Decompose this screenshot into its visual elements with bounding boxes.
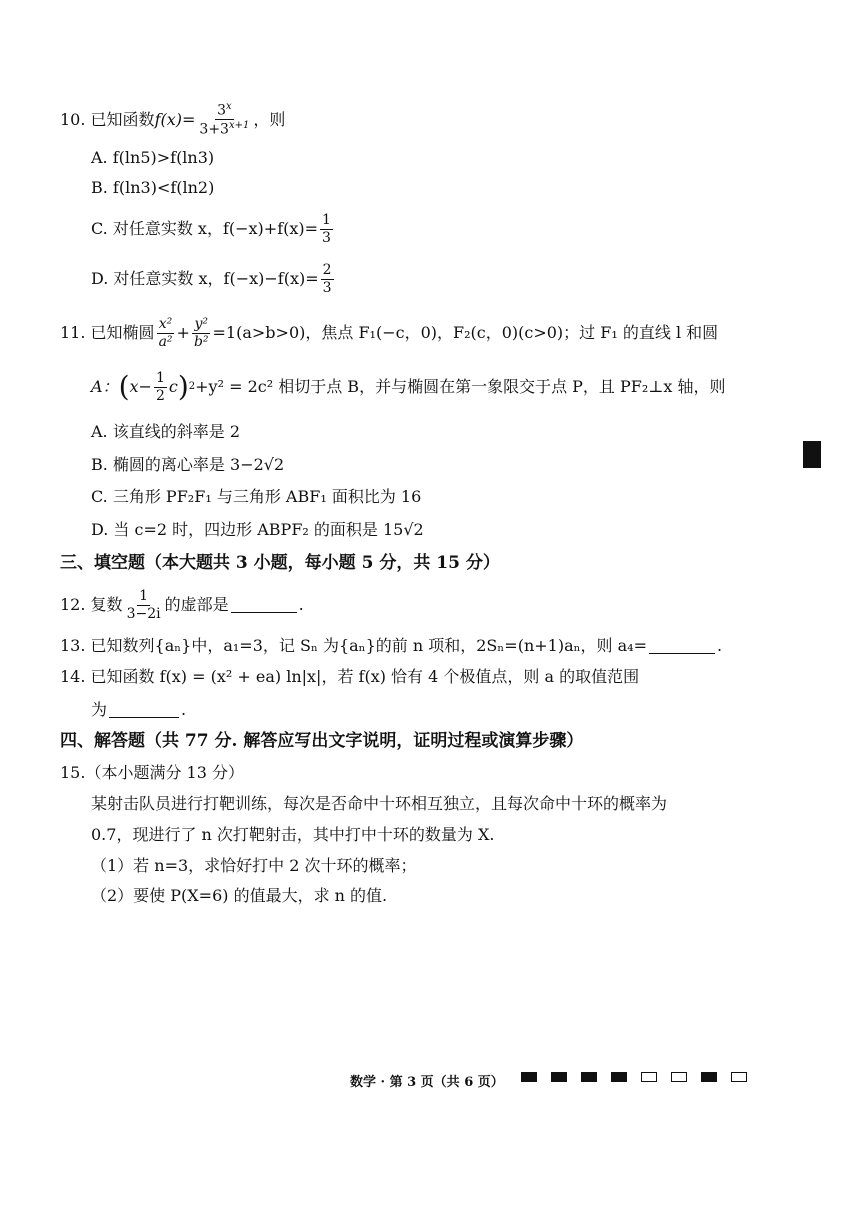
code-mark-2 [551, 1072, 567, 1082]
q11-circle-den: 2 [155, 387, 165, 404]
q11-ellipse-x-term [157, 317, 175, 349]
q10-option-c-text: C. 对任意实数 x，f(−x)+f(x)= [91, 219, 319, 239]
q11-circle-fraction [154, 371, 167, 403]
q15-line1: 某射击队员进行打靶训练，每次是否命中十环相互独立，且每次命中十环的概率为 [91, 794, 668, 813]
q14-end: . [181, 700, 187, 719]
q10-stem [60, 102, 285, 138]
q13-text: 13. 已知数列{aₙ}中，a₁=3，记 Sₙ 为{aₙ}的前 n 项和，2Sₙ=(n+1)aₙ，则 a₄= [60, 636, 647, 655]
q15-header: 15.（本小题满分 13 分） [60, 763, 244, 782]
q12-end: . [298, 595, 304, 615]
q12-stem [60, 589, 304, 621]
section-3-heading: 三、填空题（本大题共 3 小题，每小题 5 分，共 15 分） [60, 553, 500, 573]
q10-option-d [91, 263, 336, 295]
section-4-heading: 四、解答题（共 77 分. 解答应写出文字说明，证明过程或演算步骤） [60, 731, 584, 751]
q10-option-c-den: 3 [322, 229, 331, 246]
q10-tail: ，则 [253, 109, 286, 129]
q11-paren-close: ) [177, 370, 189, 404]
q15-line2: 0.7，现进行了 n 次打靶射击，其中打中十环的数量为 X. [91, 825, 495, 844]
q11-option-b: B. 椭圆的离心率是 3−2√2 [91, 455, 285, 474]
q11-square: 2 [188, 381, 196, 393]
q10-fraction [197, 102, 251, 138]
q14-line1: 14. 已知函数 f(x) = (x² + ea) ln|x|，若 f(x) 恰有 4 个极值点，则 a 的取值范围 [60, 667, 640, 686]
q10-frac-num: 3 [217, 102, 227, 119]
q10-frac-den: 3+3 [199, 122, 229, 138]
q12-tail: 的虚部是 [164, 595, 229, 615]
q12-stem-text: 复数 [90, 595, 123, 615]
q11-circle-x: x− [129, 377, 152, 397]
q11-e2-den: b² [193, 333, 209, 350]
q11-e2-num: y² [194, 316, 208, 332]
q11-stem-text: 已知椭圆 [90, 323, 155, 343]
q11-option-c: C. 三角形 PF₂F₁ 与三角形 ABF₁ 面积比为 16 [91, 487, 422, 506]
q10-option-c-fraction [320, 213, 333, 245]
q15-part1: （1）若 n=3，求恰好打中 2 次十环的概率； [91, 856, 417, 875]
code-mark-4 [611, 1072, 627, 1082]
code-mark-3 [581, 1072, 597, 1082]
q11-circle-num: 1 [155, 370, 165, 386]
code-mark-1 [521, 1072, 537, 1082]
q11-option-d: D. 当 c=2 时，四边形 ABPF₂ 的面积是 15√2 [91, 520, 424, 539]
q10-frac-num-sup: x [226, 101, 232, 112]
q11-e1-num: x² [158, 316, 173, 332]
q10-option-b: B. f(ln3)<f(ln2) [91, 178, 215, 197]
q10-option-c [91, 213, 335, 245]
q10-label: 10. [60, 109, 86, 129]
q11-circle-a: A： [91, 377, 119, 397]
q12-den: 3−2i [126, 605, 161, 622]
q11-plus: + [176, 323, 190, 343]
q14-answer-blank[interactable] [109, 703, 179, 718]
code-mark-6 [671, 1072, 687, 1082]
q10-option-c-num: 1 [322, 212, 331, 228]
q10-option-d-fraction [321, 263, 334, 295]
q11-paren-open: ( [118, 370, 130, 404]
q11-e1-den: a² [158, 333, 173, 350]
code-mark-7 [701, 1072, 717, 1082]
q14-line2 [91, 702, 186, 718]
page-code-marks [521, 1072, 747, 1082]
q10-option-d-den: 3 [322, 279, 332, 296]
q12-label: 12. [60, 595, 86, 615]
q12-answer-blank[interactable] [231, 598, 297, 613]
code-mark-8 [731, 1072, 747, 1082]
q14-line2-text: 为 [91, 700, 108, 719]
q11-stem [60, 317, 718, 349]
q13-answer-blank[interactable] [649, 639, 715, 654]
q13-stem [60, 638, 722, 654]
q11-option-a: A. 该直线的斜率是 2 [91, 422, 240, 441]
q11-label: 11. [60, 323, 86, 343]
page-number-label: 数学 · 第 3 页（共 6 页） [350, 1075, 504, 1090]
q11-condition: =1(a>b>0)，焦点 F₁(−c，0)，F₂(c，0)(c>0)；过 F₁ 的直线 l 和圆 [212, 323, 719, 343]
q12-num: 1 [139, 588, 149, 604]
q11-circle-c: c [168, 377, 178, 397]
q11-ellipse-y-term [192, 317, 211, 349]
side-tab-mark [803, 441, 821, 468]
q10-option-d-text: D. 对任意实数 x，f(−x)−f(x)= [91, 269, 319, 289]
q13-end: . [717, 636, 723, 655]
code-mark-5 [641, 1072, 657, 1082]
q11-circle-line [91, 371, 725, 403]
q11-circle-rest: +y² = 2c² 相切于点 B，并与椭圆在第一象限交于点 P，且 PF₂⊥x 轴，则 [195, 377, 726, 397]
q10-stem-text: 已知函数 [90, 109, 155, 129]
q10-frac-den-sup: x+1 [228, 120, 250, 132]
q10-option-d-num: 2 [322, 262, 332, 278]
q10-eq: = [182, 109, 196, 129]
q10-func: f(x) [154, 109, 182, 129]
q12-fraction [125, 589, 163, 621]
q15-part2: （2）要使 P(X=6) 的值最大，求 n 的值. [91, 886, 388, 905]
q10-option-a: A. f(ln5)>f(ln3) [91, 148, 215, 167]
